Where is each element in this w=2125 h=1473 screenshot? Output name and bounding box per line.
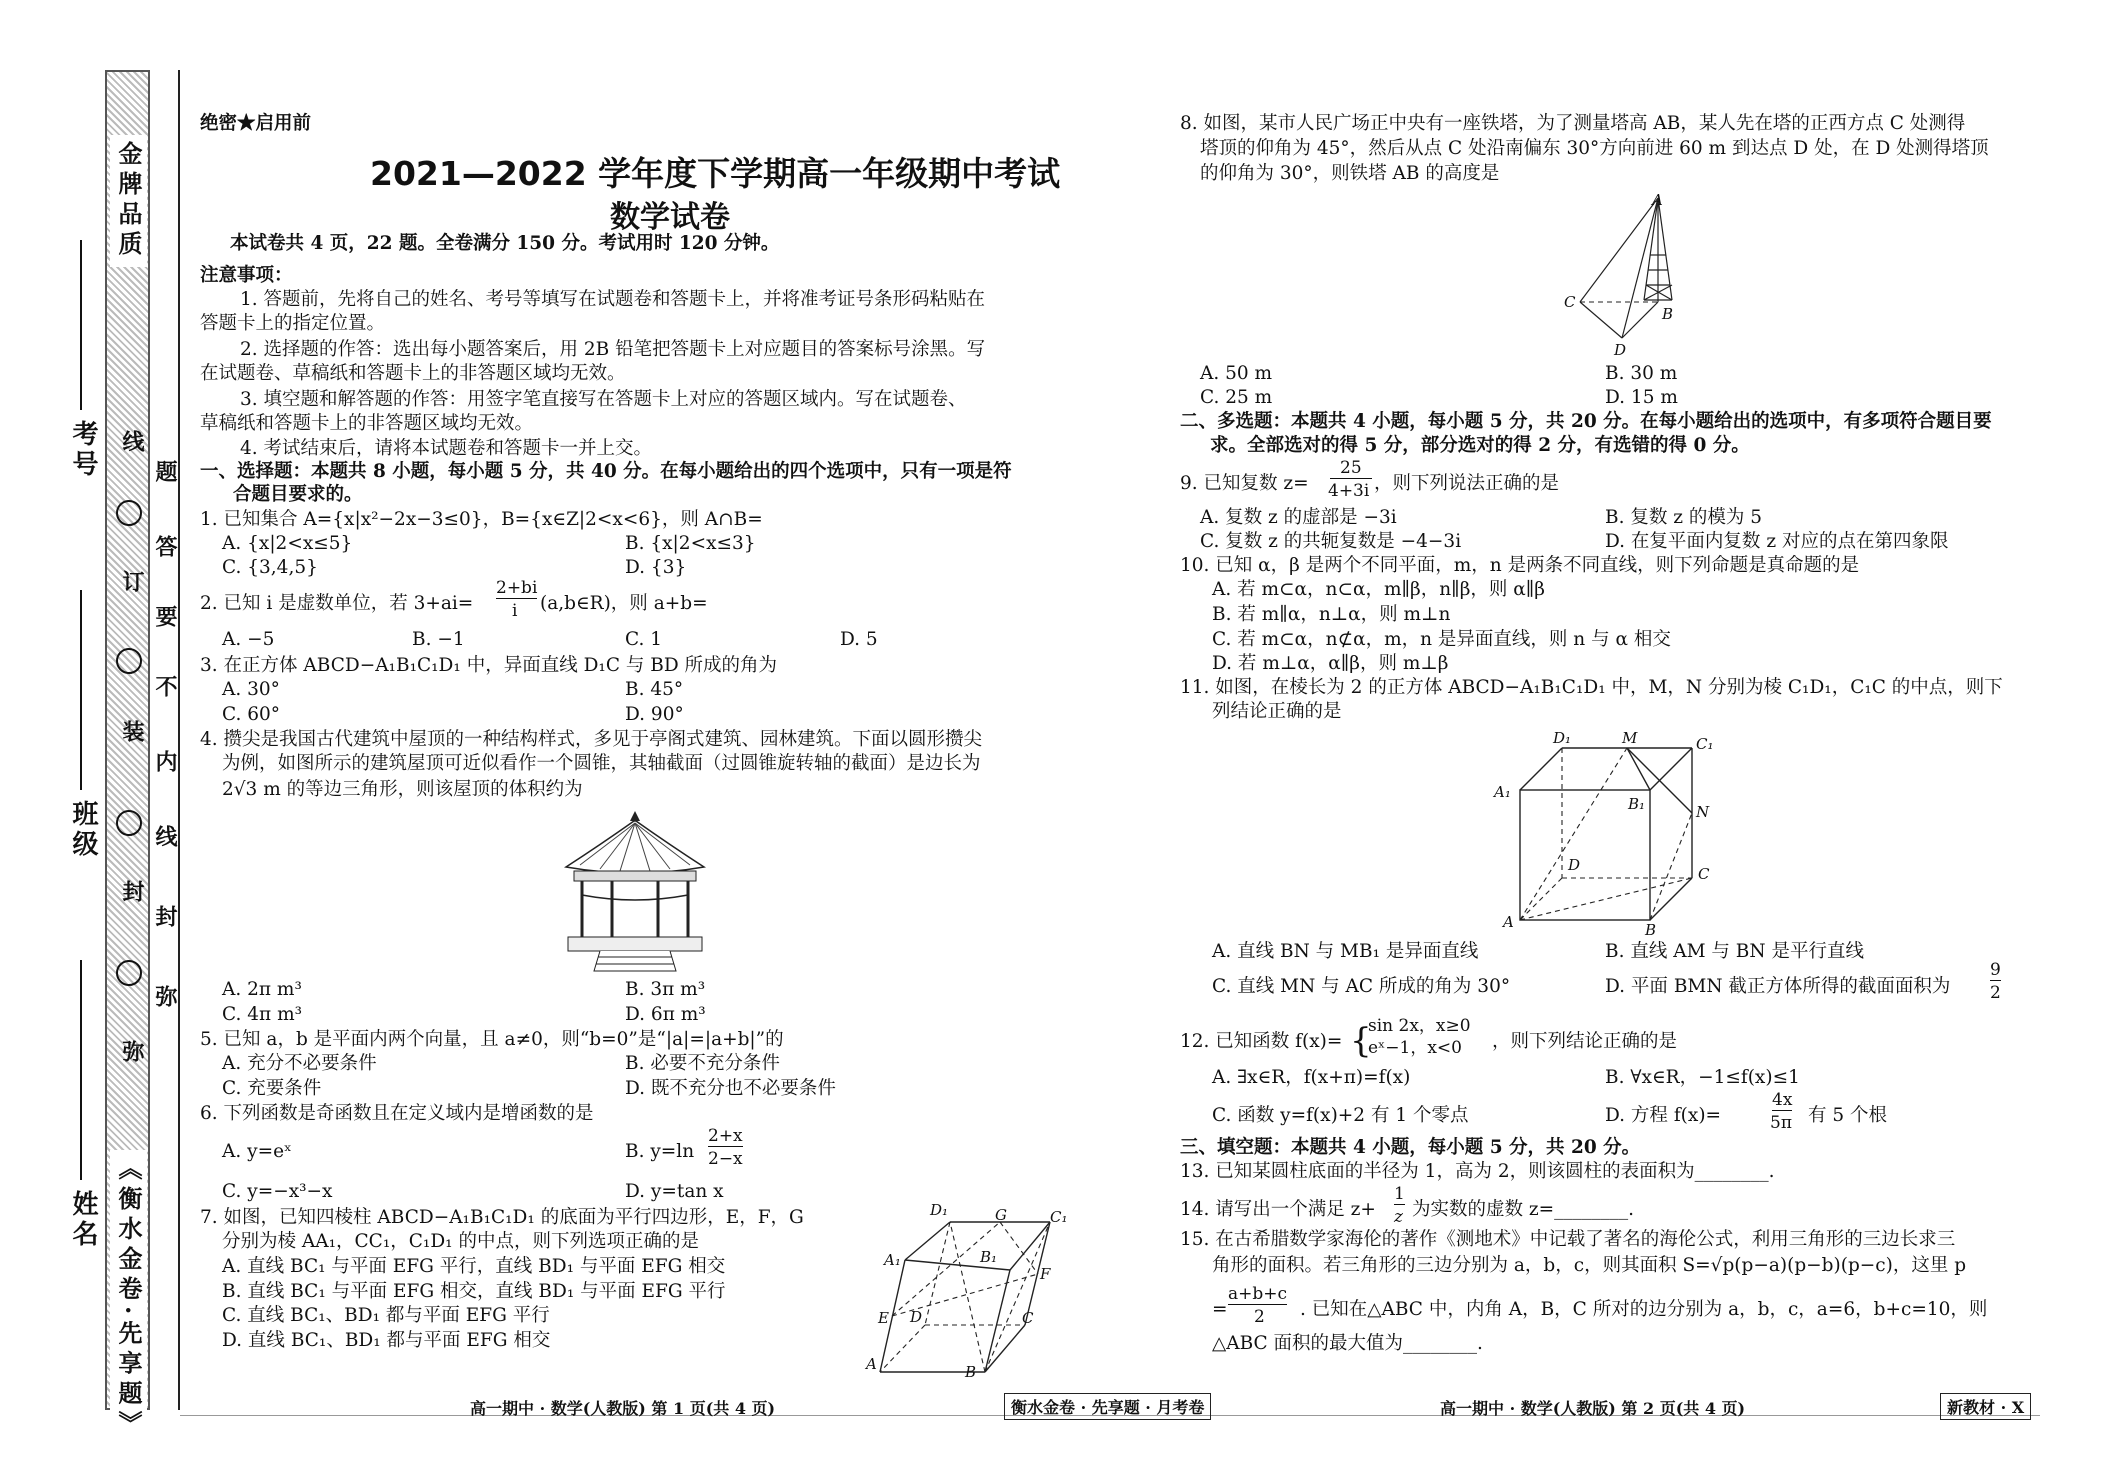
q5-option-b: B. 必要不充分条件: [625, 1053, 780, 1074]
q2-option-b: B. −1: [412, 629, 465, 650]
q3-option-d: D. 90°: [625, 704, 684, 725]
note-line: 草稿纸和答题卡上的非答题区域均无效。: [200, 413, 534, 434]
q6-option-a: A. y=eˣ: [222, 1141, 292, 1162]
band-label-top: 金牌品质: [110, 135, 147, 267]
fig7-label-a: A: [866, 1355, 877, 1373]
q14-num: 1: [1394, 1184, 1405, 1204]
fig7-label-b1: B₁: [980, 1248, 998, 1266]
q2-option-c: C. 1: [625, 629, 663, 650]
q12-d-den: 5π: [1770, 1113, 1792, 1133]
q11-stem: 11. 如图，在棱长为 2 的正方体 ABCD−A₁B₁C₁D₁ 中，M，N 分别为棱 C₁D₁，C₁C 的中点，则下: [1180, 677, 2003, 698]
fig11-label-a1: A₁: [1494, 783, 1511, 801]
q3-option-b: B. 45°: [625, 679, 684, 700]
q4-stem: 为例，如图所示的建筑屋顶可近似看作一个圆锥，其轴截面（过圆锥旋转轴的截面）是边长为: [222, 753, 981, 774]
q4-option-b: B. 3π m³: [625, 979, 706, 1000]
q4-option-d: D. 6π m³: [625, 1004, 706, 1025]
seal-zhuang: 装: [119, 720, 145, 746]
q7-stem: 分别为棱 AA₁，CC₁，C₁D₁ 的中点，则下列选项正确的是: [222, 1231, 699, 1252]
q8-option-a: A. 50 m: [1200, 363, 1273, 384]
q10-option-b: B. 若 m∥α，n⊥α，则 m⊥n: [1212, 604, 1451, 625]
fig8-label-a: A: [1652, 191, 1663, 209]
footer-series: 衡水金卷 · 先享题 · 月考卷: [1004, 1393, 1211, 1420]
footer-page-1: 高一期中 · 数学(人教版) 第 1 页(共 4 页): [470, 1399, 776, 1418]
q7-option-a: A. 直线 BC₁ 与平面 EFG 平行，直线 BD₁ 与平面 EFG 相交: [222, 1256, 726, 1277]
q12-option-c: C. 函数 y=f(x)+2 有 1 个零点: [1212, 1105, 1469, 1126]
exam-title: 2021—2022 学年度下学期高一年级期中考试: [370, 154, 1061, 193]
seal-mi: 弥: [119, 1040, 145, 1066]
q9-option-b: B. 复数 z 的模为 5: [1605, 507, 1763, 528]
fig7-label-b: B: [965, 1363, 977, 1381]
q11-d-num: 9: [1990, 960, 2001, 980]
note-line: 1. 答题前，先将自己的姓名、考号等填写在试题卷和答题卡上，并将准考证号条形码粘贴在: [240, 289, 986, 310]
seal-ding: 订: [119, 570, 145, 596]
q3-option-c: C. 60°: [222, 704, 281, 725]
section-2-heading: 二、多选题：本题共 4 小题，每小题 5 分，共 20 分。在每小题给出的选项中，有多项符合题目要: [1180, 411, 1992, 432]
notes-title: 注意事项：: [200, 265, 293, 286]
exam-info: 本试卷共 4 页，22 题。全卷满分 150 分。考试用时 120 分钟。: [230, 233, 780, 254]
q4-stem: 4. 攒尖是我国古代建筑中屋顶的一种结构样式，多见于亭阁式建筑、园林建筑。下面以圆形攒尖: [200, 729, 983, 750]
q11-stem: 列结论正确的是: [1212, 701, 1342, 722]
q12-option-d: D. 方程 f(x)=: [1605, 1105, 1722, 1126]
q12-d-tail: 有 5 个根: [1808, 1105, 1888, 1126]
tower-figure: [1560, 190, 1710, 350]
q3-option-a: A. 30°: [222, 679, 280, 700]
q10-option-c: C. 若 m⊂α，n⊄α，m，n 是异面直线，则 n 与 α 相交: [1212, 629, 1671, 650]
q8-stem: 塔顶的仰角为 45°，然后从点 C 处沿南偏东 30°方向前进 60 m 到达点 D 处，在 D 处测得塔顶: [1200, 138, 1989, 159]
q14-den: z: [1394, 1207, 1403, 1227]
q9-num: 25: [1330, 458, 1372, 479]
fig11-label-d1: D₁: [1553, 729, 1572, 747]
seal-mi2: 弥: [152, 985, 178, 1011]
q5-option-a: A. 充分不必要条件: [222, 1053, 377, 1074]
q9-option-d: D. 在复平面内复数 z 对应的点在第四象限: [1605, 531, 1949, 552]
q2-fraction-den: i: [512, 601, 518, 621]
fig7-label-e: E: [878, 1309, 889, 1327]
q15-stem: 15. 在古希腊数学家海伦的著作《测地术》中记载了著名的海伦公式，利用三角形的三边长求三: [1180, 1229, 1956, 1250]
q1-option-a: A. {x|2<x≤5}: [222, 533, 353, 554]
q7-option-b: B. 直线 BC₁ 与平面 EFG 相交，直线 BD₁ 与平面 EFG 平行: [222, 1281, 726, 1302]
seal-yao: 要: [152, 605, 178, 631]
q7-stem: 7. 如图，已知四棱柱 ABCD−A₁B₁C₁D₁ 的底面为平行四边形，E，F，G: [200, 1207, 804, 1228]
q10-stem: 10. 已知 α，β 是两个不同平面，m，n 是两条不同直线，则下列命题是真命题的是: [1180, 555, 1860, 576]
q15-stem: =: [1212, 1299, 1228, 1320]
q8-option-d: D. 15 m: [1605, 387, 1678, 408]
q9-den: 4+3i: [1328, 481, 1370, 501]
seal-xian2: 线: [152, 825, 178, 851]
fig7-label-a1: A₁: [884, 1251, 901, 1269]
margin-line: [178, 70, 180, 1410]
q1-option-c: C. {3,4,5}: [222, 557, 318, 578]
q9-option-a: A. 复数 z 的虚部是 −3i: [1200, 507, 1397, 528]
fig7-label-c: C: [1022, 1309, 1034, 1327]
seal-feng: 封: [119, 880, 145, 906]
fig11-label-d: D: [1568, 856, 1581, 874]
q8-option-b: B. 30 m: [1605, 363, 1678, 384]
kaohao-blank: [80, 240, 82, 410]
q2-stem: 2. 已知 i 是虚数单位，若 3+ai=: [200, 593, 474, 614]
xingming-blank: [80, 960, 82, 1180]
q4-option-c: C. 4π m³: [222, 1004, 303, 1025]
q10-option-d: D. 若 m⊥α，α∥β，则 m⊥β: [1212, 653, 1449, 674]
section-1-heading: 一、选择题：本题共 8 小题，每小题 5 分，共 40 分。在每小题给出的四个选项中，只有一项是符: [200, 461, 1012, 482]
q12-brace: {: [1350, 1021, 1372, 1061]
note-line: 3. 填空题和解答题的作答：用签字笔直接写在答题卡上对应的答题区域内。写在试题卷、: [240, 389, 967, 410]
q2-option-a: A. −5: [222, 629, 275, 650]
q9-option-c: C. 复数 z 的共轭复数是 −4−3i: [1200, 531, 1462, 552]
note-line: 4. 考试结束后，请将本试题卷和答题卡一并上交。: [240, 438, 653, 459]
q5-option-d: D. 既不充分也不必要条件: [625, 1078, 836, 1099]
q11-option-d: D. 平面 BMN 截正方体所得的截面面积为: [1605, 976, 1951, 997]
q8-stem: 8. 如图，某市人民广场正中央有一座铁塔，为了测量塔高 AB，某人先在塔的正西方点 C 处测得: [1180, 113, 1966, 134]
seal-circle: [116, 500, 142, 526]
seal-bu: 不: [152, 675, 178, 701]
q3-stem: 3. 在正方体 ABCD−A₁B₁C₁D₁ 中，异面直线 D₁C 与 BD 所成的角为: [200, 655, 778, 676]
q15-stem: . 已知在△ABC 中，内角 A，B，C 所对的边分别为 a，b，c，a=6，b+c=10，则: [1300, 1299, 1988, 1320]
q12-stem: 12. 已知函数 f(x)=: [1180, 1031, 1343, 1052]
q10-option-a: A. 若 m⊂α，n⊂α，m∥β，n∥β，则 α∥β: [1212, 579, 1546, 600]
q12-option-a: A. ∃x∈R，f(x+π)=f(x): [1212, 1067, 1411, 1088]
seal-xian: 线: [119, 430, 145, 456]
q15-stem: △ABC 面积的最大值为________.: [1212, 1333, 1483, 1354]
q8-stem: 的仰角为 30°，则铁塔 AB 的高度是: [1200, 163, 1500, 184]
q5-option-c: C. 充要条件: [222, 1078, 322, 1099]
q13-stem: 13. 已知某圆柱底面的半径为 1，高为 2，则该圆柱的表面积为________.: [1180, 1161, 1775, 1182]
q11-option-a: A. 直线 BN 与 MB₁ 是异面直线: [1212, 941, 1479, 962]
q11-d-den: 2: [1990, 983, 2001, 1003]
seal-circle: [116, 810, 142, 836]
footer-badge: 新教材 · X: [1940, 1393, 2031, 1420]
q1-option-d: D. {3}: [625, 557, 687, 578]
q12-case-1: sin 2x，x≥0: [1368, 1016, 1471, 1036]
q6-stem: 6. 下列函数是奇函数且在定义域内是增函数的是: [200, 1103, 594, 1124]
fig8-label-c: C: [1564, 293, 1576, 311]
q6-b-num: 2+x: [708, 1126, 743, 1146]
q2-option-d: D. 5: [840, 629, 878, 650]
note-line: 2. 选择题的作答：选出每小题答案后，用 2B 铅笔把答题卡上对应题目的答案标号涂黑。写: [240, 339, 986, 360]
q2-fraction-num: 2+bi: [496, 578, 538, 598]
q12-d-num: 4x: [1772, 1090, 1793, 1110]
q15-p-den: 2: [1254, 1307, 1265, 1327]
q15-p-num: a+b+c: [1228, 1284, 1288, 1304]
exam-subtitle: 数学试卷: [610, 200, 730, 235]
fig11-label-b1: B₁: [1628, 795, 1646, 813]
seal-circle: [116, 648, 142, 674]
q6-option-d: D. y=tan x: [625, 1181, 724, 1202]
fig8-label-d: D: [1614, 341, 1627, 359]
fig11-label-c: C: [1698, 865, 1710, 883]
fig11-label-a: A: [1503, 913, 1514, 931]
q11-option-b: B. 直线 AM 与 BN 是平行直线: [1605, 941, 1864, 962]
fig8-label-b: B: [1662, 305, 1674, 323]
q12-stem-tail: ，则下列结论正确的是: [1492, 1031, 1678, 1052]
q12-case-2: eˣ−1，x<0: [1368, 1038, 1462, 1058]
label-xingming: 姓名: [68, 1190, 98, 1250]
q12-option-b: B. ∀x∈R，−1≤f(x)≤1: [1605, 1067, 1800, 1088]
footer-page-2: 高一期中 · 数学(人教版) 第 2 页(共 4 页): [1440, 1399, 1746, 1418]
fig7-label-d1: D₁: [930, 1201, 949, 1219]
note-line: 在试题卷、草稿纸和答题卡上的非答题区域均无效。: [200, 363, 626, 384]
fig11-label-b: B: [1645, 921, 1657, 939]
note-line: 答题卡上的指定位置。: [200, 313, 386, 334]
q8-option-c: C. 25 m: [1200, 387, 1273, 408]
fig11-label-c1: C₁: [1696, 735, 1714, 753]
seal-ti: 题: [152, 460, 178, 486]
q9-stem-tail: ，则下列说法正确的是: [1374, 473, 1560, 494]
banji-blank: [80, 590, 82, 790]
q2-stem-tail: (a,b∈R)，则 a+b=: [540, 593, 708, 614]
q11-option-c: C. 直线 MN 与 AC 所成的角为 30°: [1212, 976, 1511, 997]
band-label-bottom: 《衡水金卷·先享题》: [110, 1150, 147, 1446]
q4-stem: 2√3 m 的等边三角形，则该屋顶的体积约为: [222, 779, 583, 800]
section-2-heading: 求。全部选对的得 5 分，部分选对的得 2 分，有选错的得 0 分。: [1210, 435, 1750, 456]
q9-stem: 9. 已知复数 z=: [1180, 473, 1309, 494]
q7-option-d: D. 直线 BC₁、BD₁ 都与平面 EFG 相交: [222, 1330, 551, 1351]
label-banji: 班级: [68, 800, 98, 860]
prism-figure: [860, 1200, 1080, 1380]
q6-option-c: C. y=−x³−x: [222, 1181, 333, 1202]
q14-stem: 14. 请写出一个满足 z+: [1180, 1199, 1376, 1220]
fig7-label-f: F: [1040, 1265, 1051, 1283]
section-1-heading: 合题目要求的。: [233, 484, 363, 505]
fig11-label-m: M: [1622, 729, 1638, 747]
seal-feng2: 封: [152, 905, 178, 931]
fig7-label-g: G: [995, 1206, 1007, 1224]
fig7-label-c1: C₁: [1050, 1208, 1068, 1226]
q6-b-den: 2−x: [708, 1149, 743, 1169]
section-3-heading: 三、填空题：本题共 4 小题，每小题 5 分，共 20 分。: [1180, 1137, 1641, 1158]
q1-option-b: B. {x|2<x≤3}: [625, 533, 756, 554]
seal-circle: [116, 960, 142, 986]
q15-stem: 角形的面积。若三角形的三边分别为 a，b，c，则其面积 S=√p(p−a)(p−b)(p−c)，这里 p: [1212, 1255, 1967, 1276]
seal-da: 答: [152, 535, 178, 561]
q7-option-c: C. 直线 BC₁、BD₁ 都与平面 EFG 平行: [222, 1305, 550, 1326]
q14-stem-tail: 为实数的虚数 z=________.: [1412, 1199, 1635, 1220]
label-kaohao: 考号: [68, 420, 98, 480]
seal-nei: 内: [152, 750, 178, 776]
q1-stem: 1. 已知集合 A={x|x²−2x−3≤0}，B={x∈Z|2<x<6}，则 A∩B=: [200, 509, 763, 530]
q4-option-a: A. 2π m³: [222, 979, 302, 1000]
q5-stem: 5. 已知 a，b 是平面内两个向量，且 a≠0，则“b=0”是“|a|=|a+b|”的: [200, 1029, 784, 1050]
secret-label: 绝密★启用前: [200, 113, 312, 134]
q6-option-b: B. y=ln: [625, 1141, 695, 1162]
cube-figure: [1500, 730, 1720, 930]
fig7-label-d: D: [910, 1308, 923, 1326]
pavilion-figure: [560, 805, 710, 975]
fig11-label-n: N: [1696, 803, 1710, 821]
